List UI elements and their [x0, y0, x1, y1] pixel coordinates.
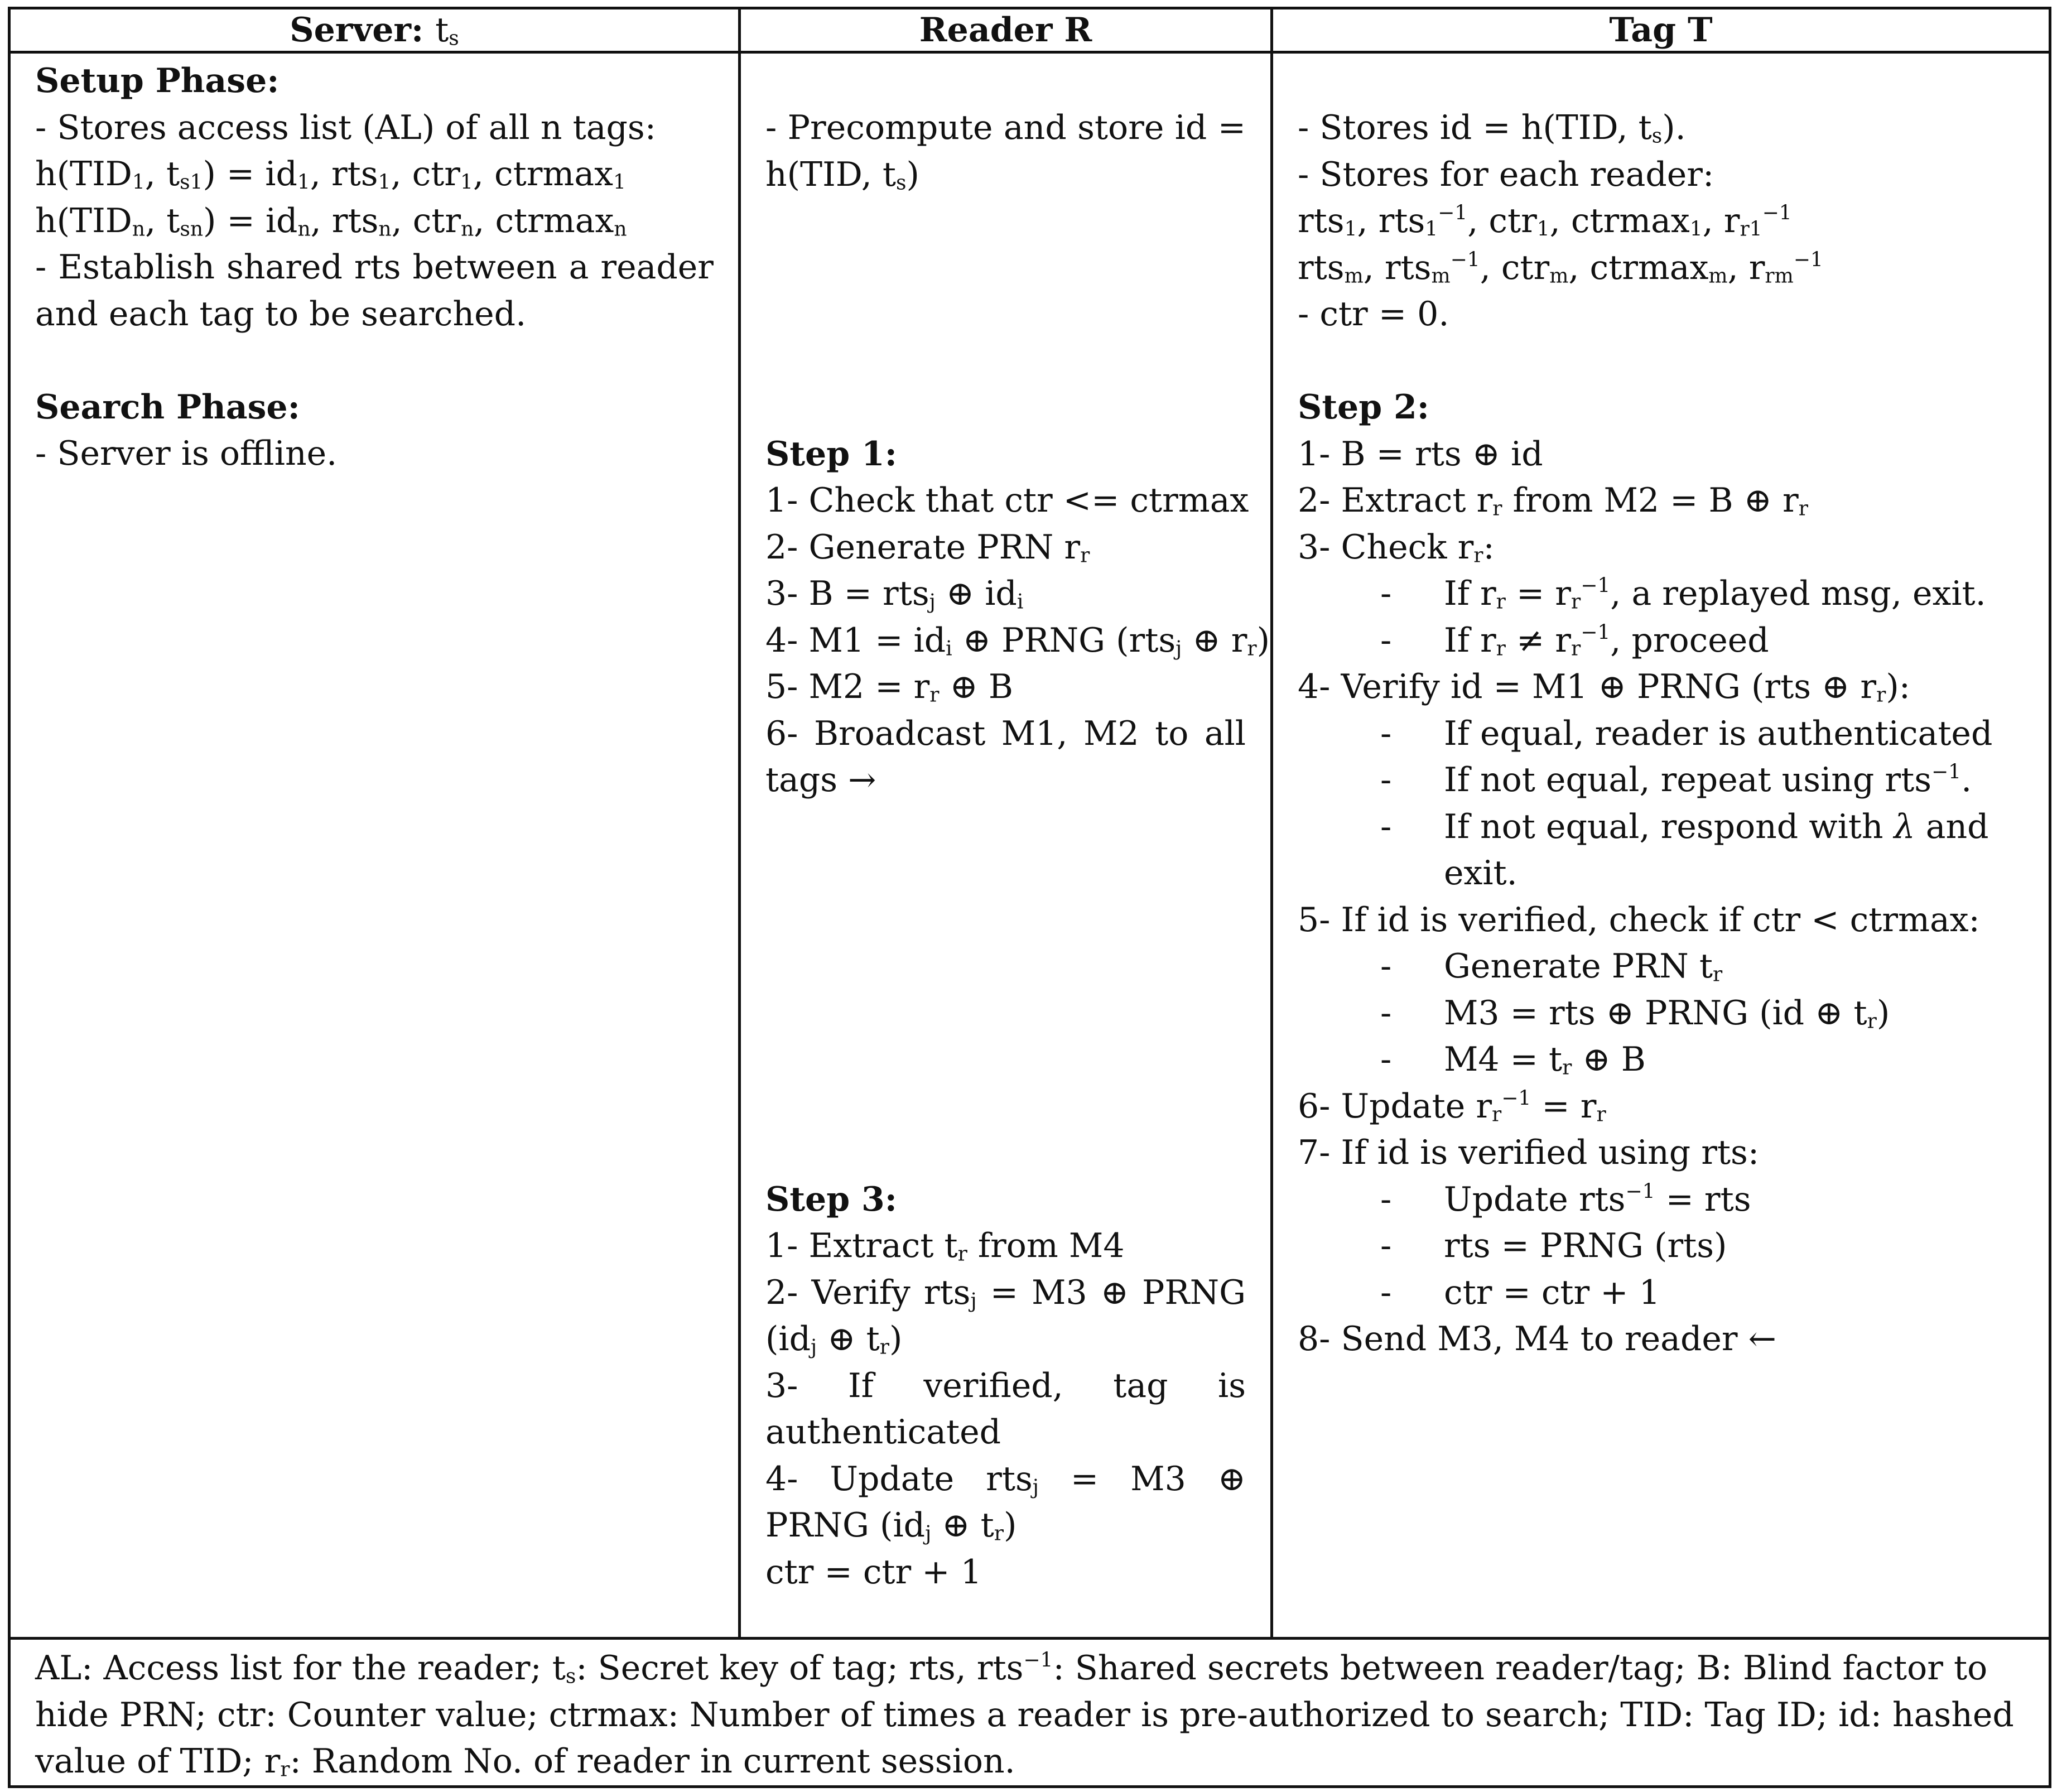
reader-step1-title: Step 1: [765, 434, 897, 474]
tag-step2-subitem: - If not equal, respond with λ and exit. [1380, 807, 1989, 893]
server-setup-line-4: - Establish shared rts between a reader and each tag to be searched. [35, 248, 714, 334]
protocol-table [8, 7, 2051, 1788]
reader-step3-item: 4- Update rts$_j$ = M3 ⊕ PRNG ($id_j$ ⊕ $t_r$) [765, 1459, 1246, 1545]
tag-step2-item: 1- B = rts ⊕ id [1298, 434, 1543, 474]
reader-step1-item: 1- Check that ctr <= ctrmax [765, 481, 1249, 520]
tag-setup-line: - Stores id = h(TID, $t_s$). [1298, 108, 1686, 148]
server-search-line-1: - Server is offline. [35, 434, 338, 473]
footer-row [9, 1639, 2050, 1787]
tag-step2-item: 4- Verify id = M1 ⊕ PRNG (rts ⊕ $r_r$): [1298, 667, 1910, 707]
tag-step2-title: Step 2: [1298, 388, 1429, 427]
reader-step3-item: 2- Verify rts$_j$ = M3 ⊕ PRNG ($id_j$ ⊕ $t_r$) [765, 1273, 1246, 1359]
tag-step2-subitem: - Generate PRN $t_r$ [1380, 947, 1723, 986]
reader-precompute: - Precompute and store id = h(TID, $t_s$) [765, 108, 1246, 194]
server-header-label: Server: [290, 11, 424, 50]
tag-step2-item: 8- Send M3, M4 to reader ← [1298, 1319, 1776, 1359]
tag-step2-item: 2- Extract $r_r$ from M2 = B ⊕ $r_r$ [1298, 481, 1808, 521]
legend-footer [9, 1639, 2050, 1787]
reader-cell [740, 52, 1272, 1639]
reader-step3-title: Step 3: [765, 1179, 897, 1219]
reader-step1-item: 2- Generate PRN $r_r$ [765, 527, 1090, 567]
server-setup-line-1: - Stores access list (AL) of all n tags: [35, 108, 656, 147]
server-setup-line-2: $h(TID_1$, $t_{s1}) = id_1$, rts$_1$, ctr$_1$, ctrmax$_1$ [35, 155, 626, 194]
tag-step2-subitem: - M3 = rts ⊕ PRNG (id ⊕ $t_r$) [1380, 993, 1890, 1033]
tag-setup-line: - ctr = 0. [1298, 295, 1449, 334]
server-cell [9, 52, 740, 1639]
tag-step2-item: 3- Check $r_r$: [1298, 527, 1495, 567]
reader-step3-item: 3- If verified, tag is authenticated [765, 1366, 1246, 1452]
tag-cell [1272, 52, 2050, 1639]
tag-step2-subitem: - If $r_r = r_r^{-1}$, a replayed msg, exit. [1380, 574, 1986, 614]
server-setup-title: Setup Phase: [35, 61, 280, 100]
tag-setup-line: rts$_m$, rts$_m^{-1}$, ctr$_m$, ctrmax$_m$, $r_{rm}^{-1}$ [1298, 248, 1823, 287]
tag-step2-item: 5- If id is verified, check if ctr < ctrmax: [1298, 900, 1980, 940]
reader-step1-item: 3- B = rts$_j$ ⊕ $id_i$ [765, 574, 1024, 614]
reader-step3-item: ctr = ctr + 1 [765, 1552, 982, 1592]
server-header-key: $t_s$ [435, 11, 459, 50]
tag-step2-item: 6- Update $r_r^{-1} = r_r$ [1298, 1086, 1606, 1126]
tag-step2-subitem: - ctr = ctr + 1 [1380, 1273, 1660, 1312]
tag-step2-subitem: - Update rts$^{-1}$ = rts [1380, 1179, 1751, 1219]
reader-step1-item: 4- $M1 = id_i$ ⊕ PRNG (rts$_j$ ⊕ $r_r$) [765, 620, 1270, 660]
legend-text: AL: Access list for the reader; $t_s$: Secret key of tag; rts, rts$^{-1}$: Shared secrets between reader/tag; B: Blind factor to hide PRN; ctr: Counter value; ctrmax: Number of times a reader is pre-authorized to search; TID: Tag ID; id: hashed value of TID; $r_r$: Random No. of reader in current session. [35, 1649, 2014, 1781]
tag-step2-subitem: - $M4 = t_r$ ⊕ B [1380, 1040, 1646, 1080]
reader-step3-item: 1- Extract $t_r$ from M4 [765, 1226, 1125, 1266]
header-row [9, 8, 2050, 52]
tag-step2-subitem: - If $r_r \ne r_r^{-1}$, proceed [1380, 620, 1769, 660]
tag-setup-line: - Stores for each reader: [1298, 155, 1714, 194]
tag-column-header: Tag T [1272, 8, 2050, 52]
server-column-header [9, 8, 740, 52]
tag-setup-line: rts$_1$, rts$_1^{-1}$, ctr$_1$, ctrmax$_1$, $r_{r1}^{-1}$ [1298, 201, 1792, 241]
tag-step2-subitem: - If not equal, repeat using rts$^{-1}$. [1380, 760, 1972, 799]
tag-step2-subitem: - rts = PRNG (rts) [1380, 1226, 1727, 1265]
protocol-body-row [9, 52, 2050, 1639]
reader-step1-item: 6- Broadcast M1, M2 to all tags → [765, 714, 1246, 799]
reader-column-header: Reader R [740, 8, 1272, 52]
tag-step2-subitem: - If equal, reader is authenticated [1380, 714, 1993, 753]
tag-step2-item: 7- If id is verified using rts: [1298, 1133, 1760, 1172]
server-setup-line-3: $h(TID_n$, $t_{sn}) = id_n$, rts$_n$, ctr$_n$, ctrmax$_n$ [35, 201, 627, 240]
server-search-title: Search Phase: [35, 387, 300, 427]
reader-step1-item: 5- $M2 = r_r$ ⊕ B [765, 667, 1013, 707]
